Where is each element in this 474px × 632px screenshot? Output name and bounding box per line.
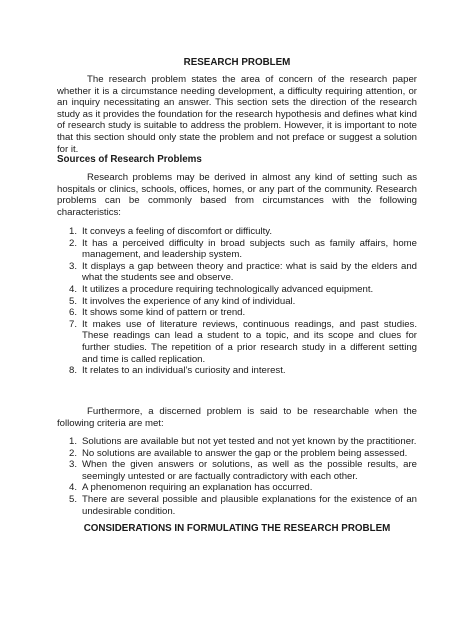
list-item: 6. It shows some kind of pattern or trend.	[69, 307, 246, 319]
page-title: RESEARCH PROBLEM	[183, 57, 291, 68]
intro-paragraph: The research problem states the area of concern of the research paper whether it is a circumstance needing development, a difficulty requiring attention, or an inquiry necessitating an answer. This section sets the direction of the research study as it provides the foundation for the research hypothesis and defines what kind of research study is suitable to address the problem. However, it is important to note that this section should only state the problem and not preface or suggest a solution for it.	[57, 74, 417, 155]
sources-heading: Sources of Research Problems	[57, 154, 202, 165]
list-item: 5. There are several possible and plausible explanations for the existence of an undesirable condition.	[69, 493, 417, 517]
list-item: 2. It has a perceived difficulty in broad subjects such as family affairs, home management, and leadership system.	[69, 237, 417, 261]
list-item: 2. No solutions are available to answer the gap or the problem being assessed.	[69, 447, 408, 459]
criteria-list	[57, 436, 417, 517]
list-item: 3. When the given answers or solutions, as well as the possible results, are seemingly untested or are factually contradictory with each other.	[69, 459, 417, 482]
list-item: 4. It utilizes a procedure requiring technologically advanced equipment.	[69, 283, 374, 295]
list-item: 1. It conveys a feeling of discomfort or difficulty.	[69, 226, 273, 237]
list-item: 8. It relates to an individual’s curiosity and interest.	[69, 365, 286, 377]
sources-paragraph: Research problems may be derived in almost any kind of setting such as hospitals or clinics, schools, offices, homes, or any part of the community. Research problems can be commonly based from circumstances with the following characteristics:	[57, 172, 417, 218]
list-item: 5. It involves the experience of any kind of individual.	[69, 295, 296, 307]
list-item: 4. A phenomenon requiring an explanation has occurred.	[69, 482, 313, 494]
list-item: 7. It makes use of literature reviews, continuous readings, and past studies. These readings can lead a student to a topic, and its scope and clues for further studies. The repetition of a prior research study in a different setting and time is called replication.	[69, 318, 417, 365]
considerations-heading: CONSIDERATIONS IN FORMULATING THE RESEARCH PROBLEM	[83, 523, 391, 534]
criteria-paragraph: Furthermore, a discerned problem is said to be researchable when the following criteria are met:	[57, 406, 417, 429]
characteristics-list	[57, 226, 417, 377]
list-item: 1. Solutions are available but not yet tested and not yet known by the practitioner.	[69, 436, 417, 447]
list-item: 3. It displays a gap between theory and practice: what is said by the elders and what the students see and observe.	[69, 260, 417, 284]
